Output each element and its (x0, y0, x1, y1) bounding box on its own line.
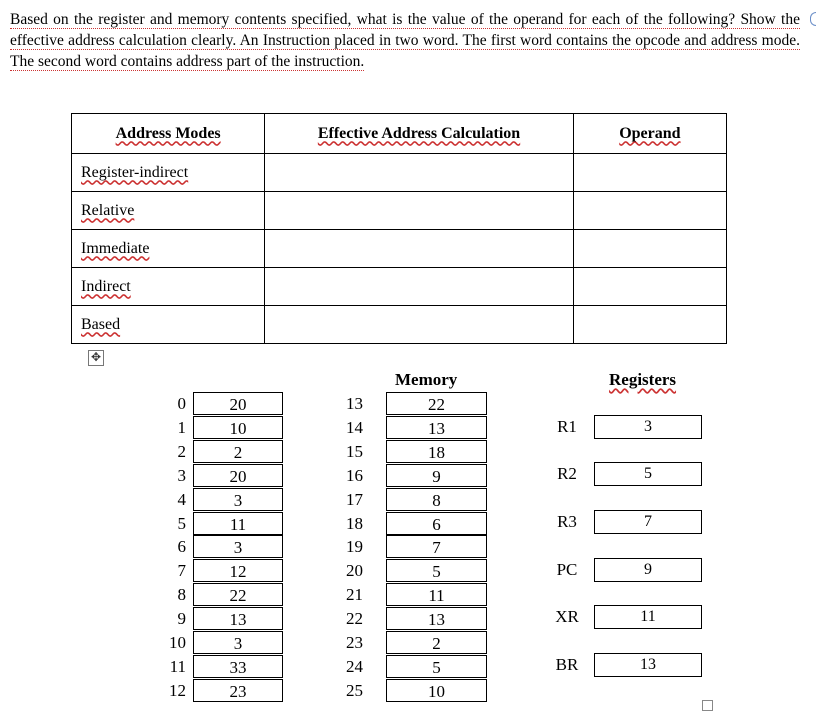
memory-cell: 10 (193, 416, 283, 439)
register-name: R1 (557, 417, 577, 436)
table-row (72, 230, 727, 268)
mode-cell: Based (72, 306, 265, 344)
register-name: XR (555, 607, 579, 626)
memory-cell: 5 (386, 559, 487, 582)
calc-cell[interactable] (265, 192, 573, 230)
memory-cell: 13 (193, 607, 283, 630)
calc-cell[interactable] (265, 154, 573, 192)
memory-cell: 8 (386, 488, 487, 511)
question-text: Based on the register and memory contents specified, what is the value of the operand for each of the following? Show the effective address calculation clearly. An Instruction placed in two word. The first word contains the opcode and address mode. The second word contains address part of the instruction. (10, 11, 800, 70)
memory-address: 5 (177, 514, 186, 533)
operand-cell[interactable] (573, 268, 726, 306)
memory-cell: 20 (193, 464, 283, 487)
register-value: 7 (594, 510, 702, 534)
memory-cell: 6 (386, 512, 487, 535)
register-value: 9 (594, 558, 702, 582)
table-row (72, 154, 727, 192)
memory-address: 10 (169, 633, 186, 652)
memory-address: 24 (346, 657, 363, 676)
memory-address: 21 (346, 585, 363, 604)
memory-cell: 7 (386, 535, 487, 558)
mode-cell: Immediate (72, 230, 265, 268)
memory-cell: 22 (386, 392, 487, 415)
operand-cell[interactable] (573, 192, 726, 230)
mode-cell: Relative (72, 192, 265, 230)
memory-cell: 12 (193, 559, 283, 582)
memory-cell: 33 (193, 655, 283, 678)
calc-cell[interactable] (265, 230, 573, 268)
memory-cell: 9 (386, 464, 487, 487)
memory-cell: 3 (193, 488, 283, 511)
register-name: R3 (557, 512, 577, 531)
register-name: PC (556, 560, 578, 579)
register-name: R2 (557, 464, 577, 483)
comment-bracket-icon (810, 12, 816, 26)
memory-cell: 23 (193, 679, 283, 702)
table-row (72, 306, 727, 344)
memory-cell: 11 (193, 512, 283, 535)
memory-address: 14 (346, 418, 363, 437)
operand-cell[interactable] (573, 306, 726, 344)
memory-address: 19 (346, 537, 363, 556)
memory-cell: 22 (193, 583, 283, 606)
header-operand: Operand (573, 114, 726, 154)
register-value: 11 (594, 605, 702, 629)
memory-address: 13 (346, 394, 363, 413)
memory-address: 25 (346, 681, 363, 700)
mode-cell: Register-indirect (72, 154, 265, 192)
memory-address: 22 (346, 609, 363, 628)
mode-cell: Indirect (72, 268, 265, 306)
memory-title: Memory (395, 370, 458, 389)
memory-address: 23 (346, 633, 363, 652)
address-modes-table (71, 113, 727, 344)
operand-cell[interactable] (573, 230, 726, 268)
memory-address: 0 (177, 394, 186, 413)
memory-address: 15 (346, 442, 363, 461)
memory-address: 6 (177, 537, 186, 556)
memory-address: 2 (177, 442, 186, 461)
header-effective-address: Effective Address Calculation (265, 114, 573, 154)
memory-address: 11 (169, 657, 186, 676)
memory-cell: 3 (193, 631, 283, 654)
memory-address: 7 (177, 561, 186, 580)
memory-address: 12 (169, 681, 186, 700)
memory-address: 18 (346, 514, 363, 533)
memory-cell: 2 (386, 631, 487, 654)
checkbox-icon (702, 700, 713, 711)
memory-address: 17 (346, 490, 363, 509)
memory-cell: 13 (386, 416, 487, 439)
memory-cell: 18 (386, 440, 487, 463)
calc-cell[interactable] (265, 306, 573, 344)
registers-title: Registers (609, 370, 677, 389)
register-name: BR (555, 655, 579, 674)
memory-cell: 3 (193, 535, 283, 558)
table-move-handle-icon[interactable]: ✥ (88, 350, 104, 366)
memory-address: 9 (177, 609, 186, 628)
memory-cell: 10 (386, 679, 487, 702)
table-header-row (72, 114, 727, 154)
memory-address: 1 (177, 418, 186, 437)
register-value: 3 (594, 415, 702, 439)
memory-address: 20 (346, 561, 363, 580)
memory-cell: 13 (386, 607, 487, 630)
register-value: 13 (594, 653, 702, 677)
memory-address: 8 (177, 585, 186, 604)
table-row (72, 268, 727, 306)
header-address-modes: Address Modes (72, 114, 265, 154)
operand-cell[interactable] (573, 154, 726, 192)
memory-address: 16 (346, 466, 363, 485)
memory-cell: 2 (193, 440, 283, 463)
memory-address: 3 (177, 466, 186, 485)
table-row (72, 192, 727, 230)
calc-cell[interactable] (265, 268, 573, 306)
memory-cell: 11 (386, 583, 487, 606)
memory-address: 4 (177, 490, 186, 509)
memory-cell: 5 (386, 655, 487, 678)
register-value: 5 (594, 462, 702, 486)
memory-cell: 20 (193, 392, 283, 415)
